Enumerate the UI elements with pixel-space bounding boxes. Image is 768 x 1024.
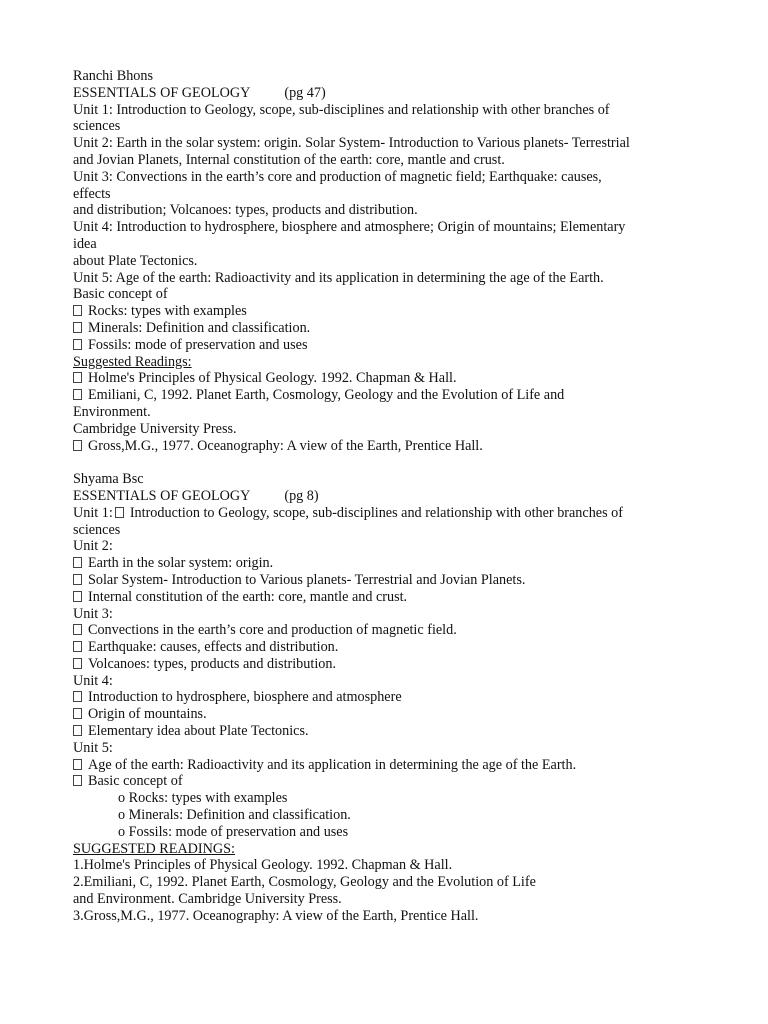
bullet-box-icon [73, 591, 82, 602]
section1-author: Ranchi Bhons [73, 68, 153, 84]
section1-text-line: sciences [73, 118, 121, 135]
section2-title: ESSENTIALS OF GEOLOGY [73, 487, 251, 504]
section2-unit1-cont: sciences [73, 521, 121, 538]
section2-bullet-item: Basic concept of [73, 773, 693, 790]
section1-text-line: Basic concept of [73, 286, 168, 303]
section1-page-ref: (pg 47) [284, 84, 326, 101]
section2-reading-line: and Environment. Cambridge University Press. [73, 891, 342, 908]
section2-readings-heading: SUGGESTED READINGS: [73, 840, 235, 857]
section2-bullet-item: Convections in the earth’s core and production of magnetic field. [73, 622, 693, 639]
section2-reading-line: 2.Emiliani, C, 1992. Planet Earth, Cosmology, Geology and the Evolution of Life [73, 874, 536, 891]
section1-readings-heading: Suggested Readings: [73, 353, 192, 370]
section2-title-line [73, 488, 693, 505]
section2-bullet-item: Internal constitution of the earth: core, mantle and crust. [73, 589, 693, 606]
bullet-box-icon [73, 574, 82, 585]
section2-author: Shyama Bsc [73, 471, 144, 488]
section2-sub-item: o Rocks: types with examples [118, 790, 288, 807]
section2-page-ref: (pg 8) [284, 487, 319, 504]
section1-bullet-item: Fossils: mode of preservation and uses [73, 337, 693, 354]
section1-text-line: effects [73, 185, 111, 202]
document-page [73, 68, 693, 925]
section2-reading-line: 3.Gross,M.G., 1977. Oceanography: A view of the Earth, Prentice Hall. [73, 907, 479, 924]
bullet-box-icon [73, 641, 82, 652]
section2-unit5-label: Unit 5: [73, 739, 113, 756]
section2-sub-item: o Fossils: mode of preservation and uses [118, 823, 349, 840]
section2-bullet-item: Solar System- Introduction to Various planets- Terrestrial and Jovian Planets. [73, 572, 693, 589]
section2-bullet-item: Elementary idea about Plate Tectonics. [73, 723, 693, 740]
bullet-box-icon [73, 322, 82, 333]
bullet-box-icon [73, 339, 82, 350]
section2-unit2-label: Unit 2: [73, 538, 113, 555]
bullet-box-icon [73, 372, 82, 383]
bullet-box-icon [73, 305, 82, 316]
section2-unit4-label: Unit 4: [73, 672, 113, 689]
section2-reading-line: 1.Holme's Principles of Physical Geology. 1992. Chapman & Hall. [73, 857, 453, 874]
bullet-box-icon [73, 624, 82, 635]
section1-title: ESSENTIALS OF GEOLOGY [73, 84, 251, 101]
bullet-box-icon [73, 658, 82, 669]
bullet-box-icon [73, 389, 82, 400]
section1-text-line: Unit 2: Earth in the solar system: origin. Solar System- Introduction to Various planets- Terrestrial [73, 135, 630, 152]
section1-reading-item: Holme's Principles of Physical Geology. 1992. Chapman & Hall. [73, 370, 693, 387]
section1-text-line: Unit 3: Convections in the earth’s core and production of magnetic field; Earthquake: causes, [73, 168, 602, 185]
section1-text-line: and distribution; Volcanoes: types, products and distribution. [73, 202, 418, 219]
section1-text-line: Unit 5: Age of the earth: Radioactivity and its application in determining the age of the Earth. [73, 269, 604, 286]
section1-text-line: Unit 4: Introduction to hydrosphere, biosphere and atmosphere; Origin of mountains; Elementary [73, 219, 626, 236]
bullet-box-icon [73, 725, 82, 736]
section1-reading-item: Gross,M.G., 1977. Oceanography: A view of the Earth, Prentice Hall. [73, 438, 693, 455]
section2-unit3-label: Unit 3: [73, 605, 113, 622]
bullet-box-icon [73, 440, 82, 451]
bullet-box-icon [73, 557, 82, 568]
bullet-box-icon [73, 708, 82, 719]
section2-bullet-item: Origin of mountains. [73, 706, 693, 723]
section2-bullet-item: Age of the earth: Radioactivity and its application in determining the age of the Earth. [73, 757, 693, 774]
section1-title-line [73, 85, 693, 102]
section1-reading-line: Environment. [73, 403, 151, 420]
section1-bullet-item: Minerals: Definition and classification. [73, 320, 693, 337]
section2-unit1-line: Unit 1: Introduction to Geology, scope, sub-disciplines and relationship with other branches of [73, 504, 623, 521]
section1-text-line: and Jovian Planets, Internal constitution of the earth: core, mantle and crust. [73, 151, 505, 168]
section2-bullet-item: Volcanoes: types, products and distribution. [73, 656, 693, 673]
section1-reading-item: Emiliani, C, 1992. Planet Earth, Cosmology, Geology and the Evolution of Life and [73, 387, 693, 404]
section1-reading-line: Cambridge University Press. [73, 420, 237, 437]
section1-text-line: idea [73, 235, 97, 252]
section2-bullet-item: Earthquake: causes, effects and distribution. [73, 639, 693, 656]
bullet-box-icon [73, 759, 82, 770]
bullet-box-icon [115, 507, 124, 518]
bullet-box-icon [73, 691, 82, 702]
section1-bullet-item: Rocks: types with examples [73, 303, 693, 320]
section1-text-line: Unit 1: Introduction to Geology, scope, sub-disciplines and relationship with other branches of [73, 101, 610, 118]
bullet-box-icon [73, 775, 82, 786]
section2-sub-item: o Minerals: Definition and classification. [118, 807, 351, 824]
section2-bullet-item: Introduction to hydrosphere, biosphere and atmosphere [73, 689, 693, 706]
section-gap [73, 454, 693, 471]
section1-text-line: about Plate Tectonics. [73, 252, 198, 269]
section2-bullet-item: Earth in the solar system: origin. [73, 555, 693, 572]
